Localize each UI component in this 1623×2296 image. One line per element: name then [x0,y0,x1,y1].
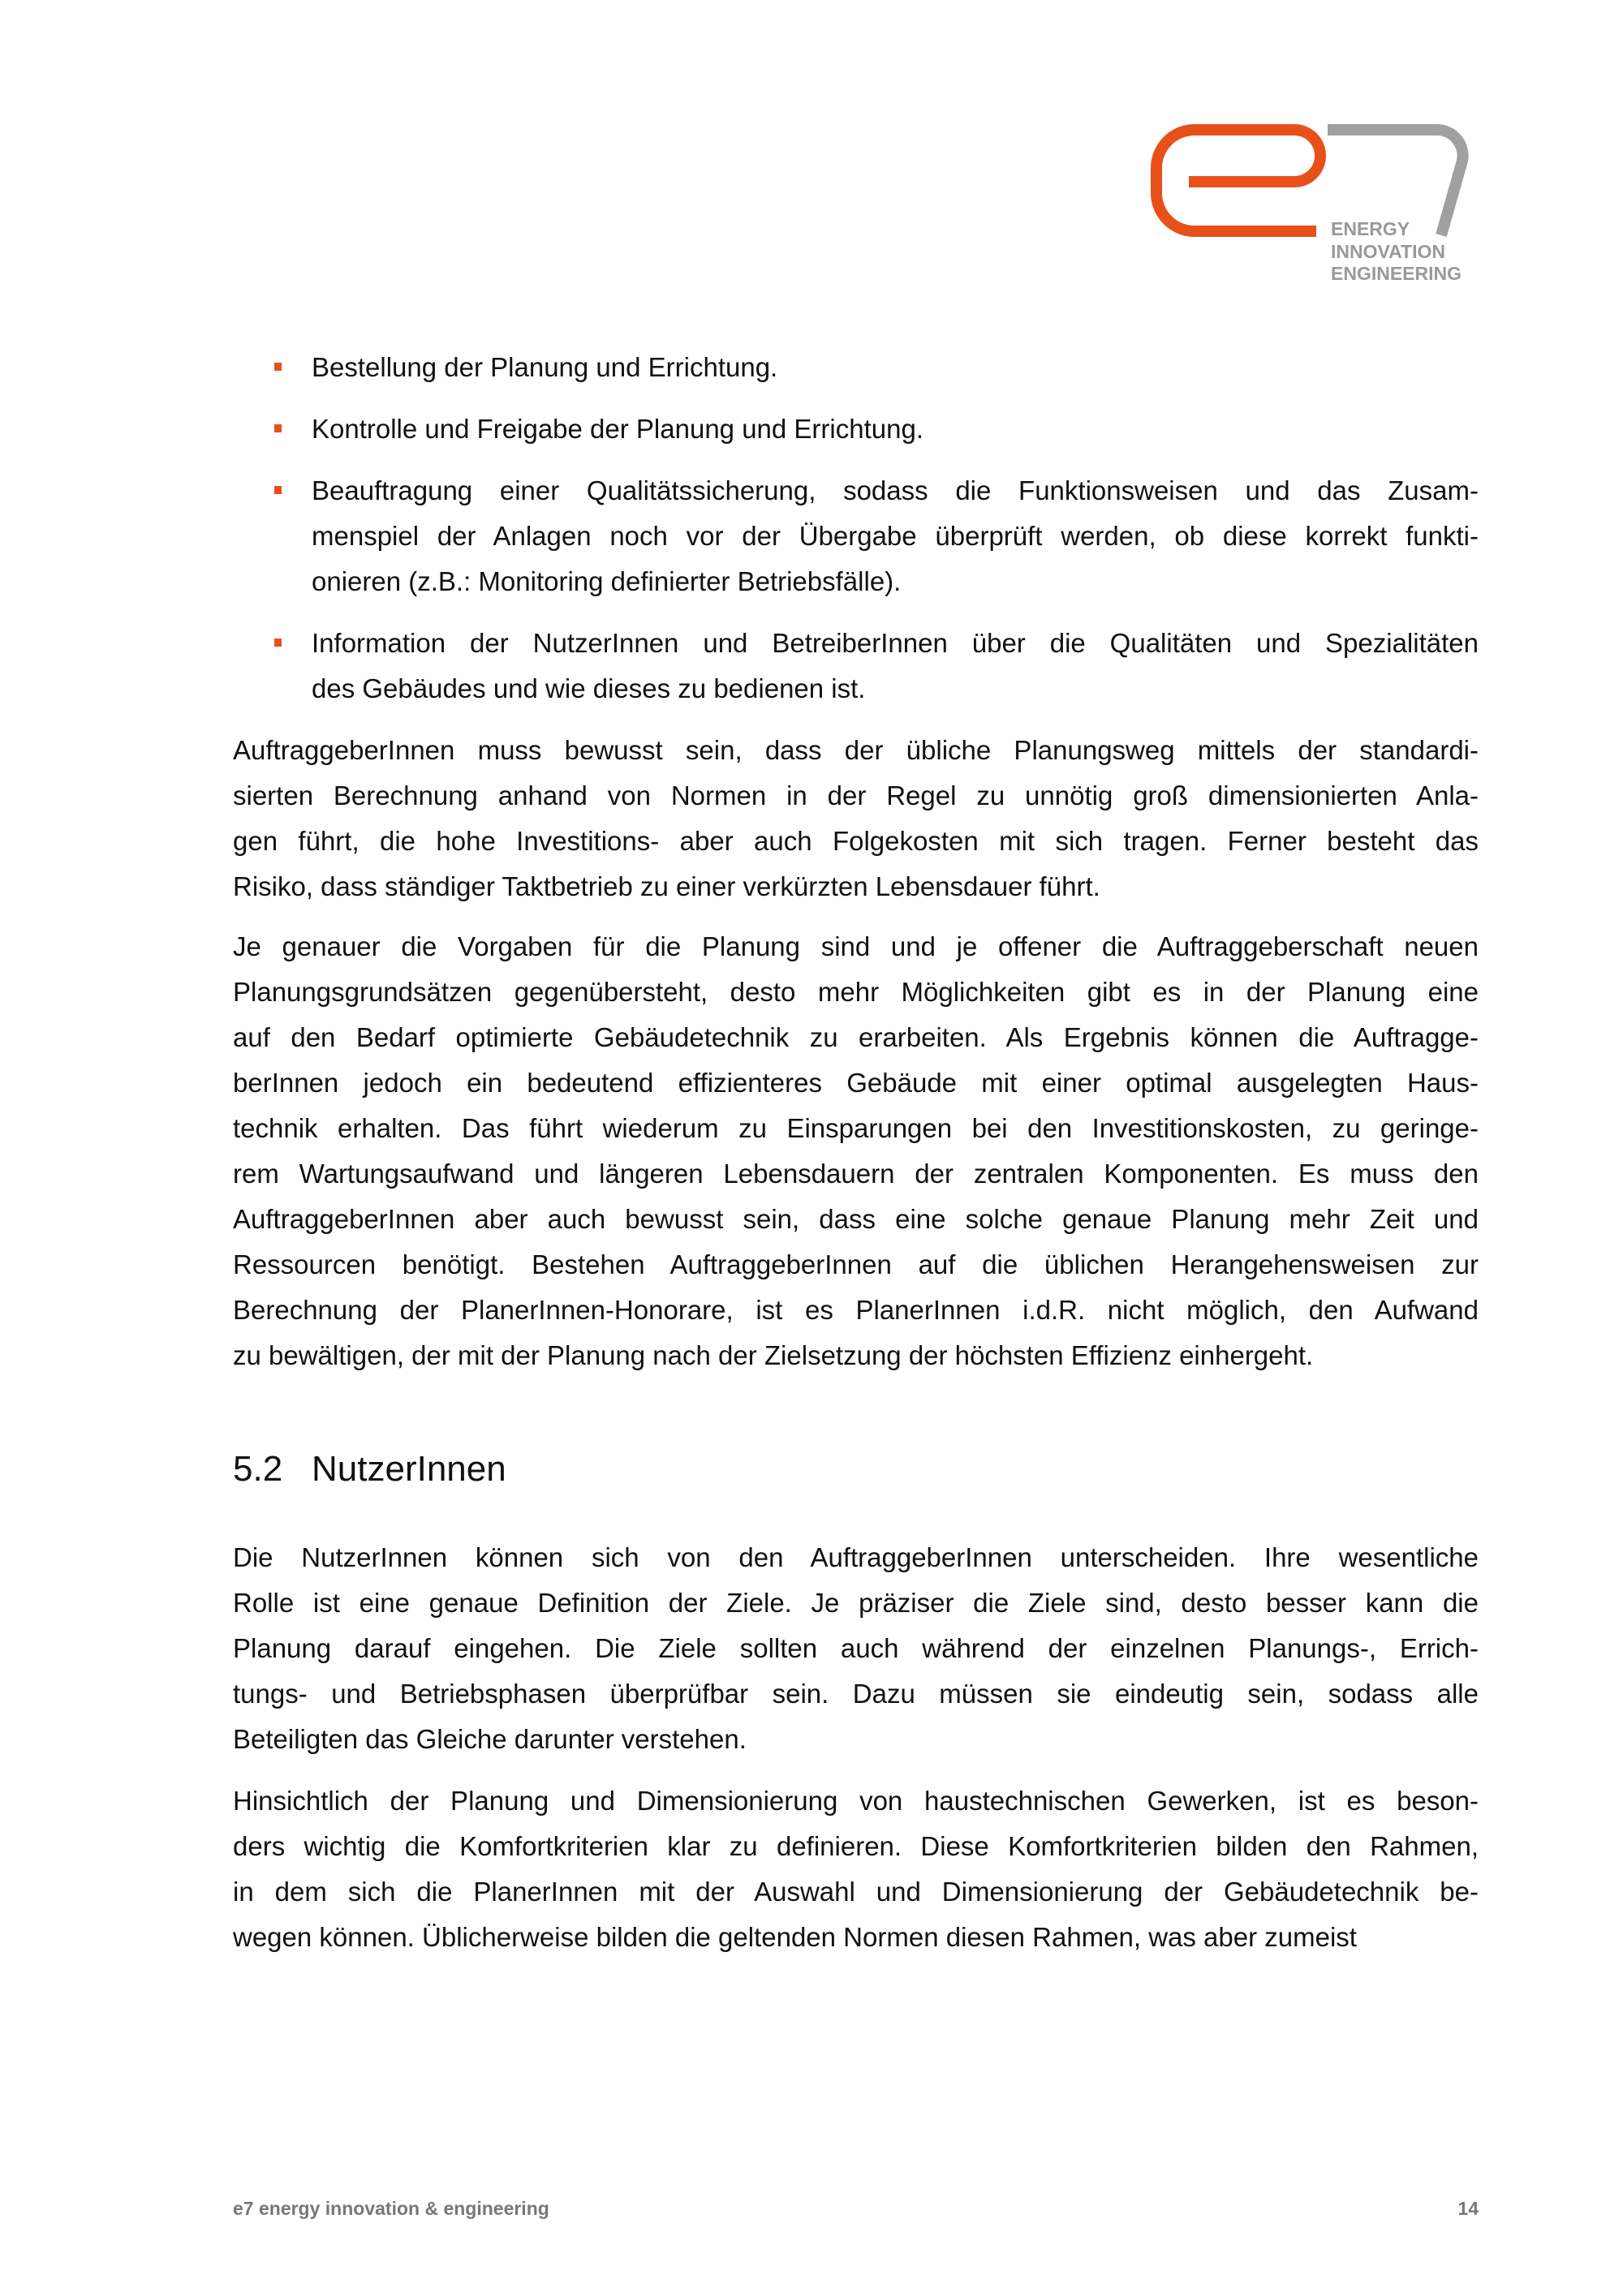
text-line: Bestellung der Planung und Errichtung. [312,352,778,382]
text-line: AuftraggeberInnen aber auch bewusst sein, dass eine solche genaue Planung mehr Zeit und [233,1204,1479,1234]
text-line: in dem sich die PlanerInnen mit der Auswahl und Dimensionierung der Gebäudetechnik be- [233,1877,1479,1907]
svg-text:ENGINEERING: ENGINEERING [1331,263,1462,284]
bullet-square-icon [274,486,282,494]
paragraph [233,728,1479,909]
text-line: ders wichtig die Komfortkriterien klar zu definieren. Diese Komfortkriterien bilden den Rahmen, [233,1831,1479,1861]
section-title: NutzerInnen [312,1449,506,1489]
svg-text:ENERGY: ENERGY [1331,218,1410,239]
section-heading [233,1447,506,1492]
text-line: technik erhalten. Das führt wiederum zu Einsparungen bei den Investitionskosten, zu geringe- [233,1113,1479,1143]
logo-e-mark [1156,130,1320,231]
text-line: Beteiligten das Gleiche darunter verstehen. [233,1724,747,1754]
bullet-item [312,621,1479,712]
text-line: Planung darauf eingehen. Die Ziele sollten auch während der einzelnen Planungs-, Errich- [233,1633,1479,1663]
text-line: gen führt, die hohe Investitions- aber auch Folgekosten mit sich tragen. Ferner besteht das [233,826,1479,856]
e7-logo [1136,114,1501,300]
section-number: 5.2 [233,1449,283,1489]
bullet-square-icon [274,424,282,432]
text-line: zu bewältigen, der mit der Planung nach der Zielsetzung der höchsten Effizienz einhergeht. [233,1340,1314,1370]
svg-text:INNOVATION: INNOVATION [1331,241,1445,262]
bullet-item [312,345,1479,390]
text-line: Information der NutzerInnen und BetreiberInnen über die Qualitäten und Spezialitäten [312,628,1479,658]
text-line: Ressourcen benötigt. Bestehen AuftraggeberInnen auf die üblichen Herangehensweisen zur [233,1249,1479,1279]
text-line: Je genauer die Vorgaben für die Planung sind und je offener die Auftraggeberschaft neuen [233,931,1479,961]
bullet-item [312,468,1479,604]
bullet-square-icon [274,638,282,647]
text-line: menspiel der Anlagen noch vor der Übergabe überprüft werden, ob diese korrekt funkti- [312,521,1479,551]
text-line: auf den Bedarf optimierte Gebäudetechnik zu erarbeiten. Als Ergebnis können die Auftragge- [233,1022,1479,1052]
text-line: sierten Berechnung anhand von Normen in der Regel zu unnötig groß dimensionierten Anla- [233,780,1479,810]
text-line: Rolle ist eine genaue Definition der Ziele. Je präziser die Ziele sind, desto besser kann die [233,1588,1479,1618]
text-line: AuftraggeberInnen muss bewusst sein, dass der übliche Planungsweg mittels der standardi- [233,735,1479,765]
text-line: Hinsichtlich der Planung und Dimensionierung von haustechnischen Gewerken, ist es beson- [233,1786,1479,1816]
text-line: Risiko, dass ständiger Taktbetrieb zu einer verkürzten Lebensdauer führt. [233,871,1100,901]
text-line: rem Wartungsaufwand und längeren Lebensdauern der zentralen Komponenten. Es muss den [233,1159,1479,1189]
footer-page-number: 14 [1457,2198,1479,2219]
bullet-square-icon [274,363,282,371]
text-line: berInnen jedoch ein bedeutend effizienteres Gebäude mit einer optimal ausgelegten Haus- [233,1068,1479,1098]
text-line: onieren (z.B.: Monitoring definierter Betriebsfälle). [312,566,902,596]
text-line: tungs- und Betriebsphasen überprüfbar sein. Dazu müssen sie eindeutig sein, sodass alle [233,1679,1479,1709]
text-line: Kontrolle und Freigabe der Planung und Errichtung. [312,414,923,444]
paragraph [233,1535,1479,1762]
text-line: Beauftragung einer Qualitätssicherung, sodass die Funktionsweisen und das Zusam- [312,475,1479,505]
text-line: Planungsgrundsätzen gegenübersteht, desto mehr Möglichkeiten gibt es in der Planung eine [233,977,1479,1007]
text-line: Berechnung der PlanerInnen-Honorare, ist es PlanerInnen i.d.R. nicht möglich, den Aufwand [233,1295,1479,1325]
text-line: des Gebäudes und wie dieses zu bedienen ist. [312,673,866,703]
text-line: wegen können. Üblicherweise bilden die geltenden Normen diesen Rahmen, was aber zumeist [233,1922,1357,1952]
paragraph [233,1778,1479,1960]
text-line: Die NutzerInnen können sich von den AuftraggeberInnen unterscheiden. Ihre wesentliche [233,1542,1479,1572]
paragraph [233,924,1479,1378]
footer-company: e7 energy innovation & engineering [233,2198,549,2219]
bullet-item [312,406,1479,452]
